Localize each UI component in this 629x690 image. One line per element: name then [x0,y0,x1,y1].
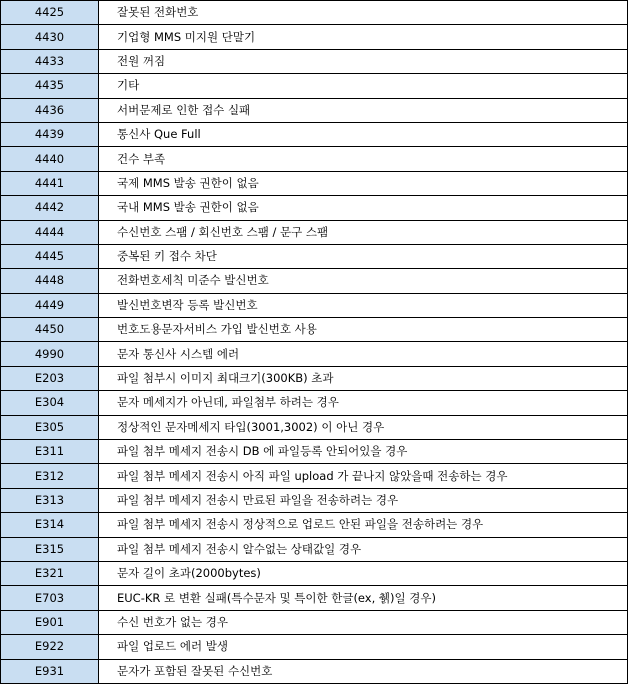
error-description-cell: 파일 첨부 메세지 전송시 만료된 파일을 전송하려는 경우 [99,488,628,512]
table-row [1,196,628,220]
error-code-cell: E931 [1,659,99,683]
error-description-cell: 문자 길이 초과(2000bytes) [99,561,628,585]
error-description-cell: 전화번호세칙 미준수 발신번호 [99,269,628,293]
error-code-cell: 4444 [1,220,99,244]
table-row [1,293,628,317]
error-description-cell: 기업형 MMS 미지원 단말기 [99,25,628,49]
error-description-cell: 정상적인 문자메세지 타입(3001,3002) 이 아닌 경우 [99,415,628,439]
error-description-cell: 중복된 키 접수 차단 [99,244,628,268]
table-row [1,49,628,73]
table-row [1,513,628,537]
table-row [1,342,628,366]
error-code-cell: E312 [1,464,99,488]
error-code-cell: 4450 [1,318,99,342]
error-code-rows [1,1,628,684]
error-code-cell: E203 [1,366,99,390]
error-description-cell: 통신사 Que Full [99,122,628,146]
table-row [1,98,628,122]
error-code-cell: 4448 [1,269,99,293]
error-description-cell: 문자 메세지가 아닌데, 파일첨부 하려는 경우 [99,391,628,415]
table-row [1,1,628,25]
table-row [1,366,628,390]
error-code-cell: E315 [1,537,99,561]
error-code-cell: 4445 [1,244,99,268]
error-description-cell: 파일 첨부 메세지 전송시 DB 에 파일등록 안되어있을 경우 [99,440,628,464]
error-code-cell: E314 [1,513,99,537]
error-description-cell: 수신 번호가 없는 경우 [99,610,628,634]
table-row [1,415,628,439]
table-row [1,659,628,683]
error-code-cell: 4441 [1,171,99,195]
table-row [1,147,628,171]
table-row [1,122,628,146]
error-description-cell: 잘못된 전화번호 [99,1,628,25]
error-description-cell: 서버문제로 인한 접수 실패 [99,98,628,122]
table-row [1,635,628,659]
error-code-cell: 4435 [1,74,99,98]
error-code-cell: 4425 [1,1,99,25]
error-code-cell: 4442 [1,196,99,220]
table-row [1,440,628,464]
error-description-cell: 발신번호변작 등록 발신번호 [99,293,628,317]
table-row [1,464,628,488]
table-row [1,610,628,634]
table-row [1,488,628,512]
error-description-cell: 전원 꺼짐 [99,49,628,73]
error-description-cell: 국제 MMS 발송 권한이 없음 [99,171,628,195]
table-row [1,537,628,561]
error-description-cell: 파일 첨부 메세지 전송시 정상적으로 업로드 안된 파일을 전송하려는 경우 [99,513,628,537]
table-row [1,171,628,195]
error-code-cell: E901 [1,610,99,634]
table-row [1,586,628,610]
error-code-cell: 4436 [1,98,99,122]
error-code-cell: E321 [1,561,99,585]
error-description-cell: 번호도용문자서비스 가입 발신번호 사용 [99,318,628,342]
error-code-cell: 4990 [1,342,99,366]
error-description-cell: 문자가 포함된 잘못된 수신번호 [99,659,628,683]
error-description-cell: 수신번호 스팸 / 회신번호 스팸 / 문구 스팸 [99,220,628,244]
error-description-cell: 파일 첨부 메세지 전송시 알수없는 상태값일 경우 [99,537,628,561]
error-code-cell: E703 [1,586,99,610]
error-code-cell: 4433 [1,49,99,73]
error-description-cell: 국내 MMS 발송 권한이 없음 [99,196,628,220]
table-row [1,391,628,415]
table-row [1,220,628,244]
error-description-cell: 건수 부족 [99,147,628,171]
error-code-cell: 4439 [1,122,99,146]
error-description-cell: 파일 업로드 에러 발생 [99,635,628,659]
error-code-cell: E922 [1,635,99,659]
error-code-cell: E313 [1,488,99,512]
error-code-cell: E311 [1,440,99,464]
error-description-cell: 기타 [99,74,628,98]
table-row [1,318,628,342]
table-row [1,74,628,98]
error-code-cell: E305 [1,415,99,439]
error-description-cell: 문자 통신사 시스템 에러 [99,342,628,366]
table-row [1,25,628,49]
error-description-cell: EUC-KR 로 변환 실패(특수문자 및 특이한 한글(ex, 췕)일 경우) [99,586,628,610]
error-code-cell: 4430 [1,25,99,49]
error-description-cell: 파일 첨부 메세지 전송시 아직 파일 upload 가 끝나지 않았을때 전송하는 경우 [99,464,628,488]
table-row [1,269,628,293]
error-code-cell: 4449 [1,293,99,317]
error-description-cell: 파일 첨부시 이미지 최대크기(300KB) 초과 [99,366,628,390]
table-row [1,244,628,268]
table-row [1,561,628,585]
error-code-cell: E304 [1,391,99,415]
error-code-cell: 4440 [1,147,99,171]
